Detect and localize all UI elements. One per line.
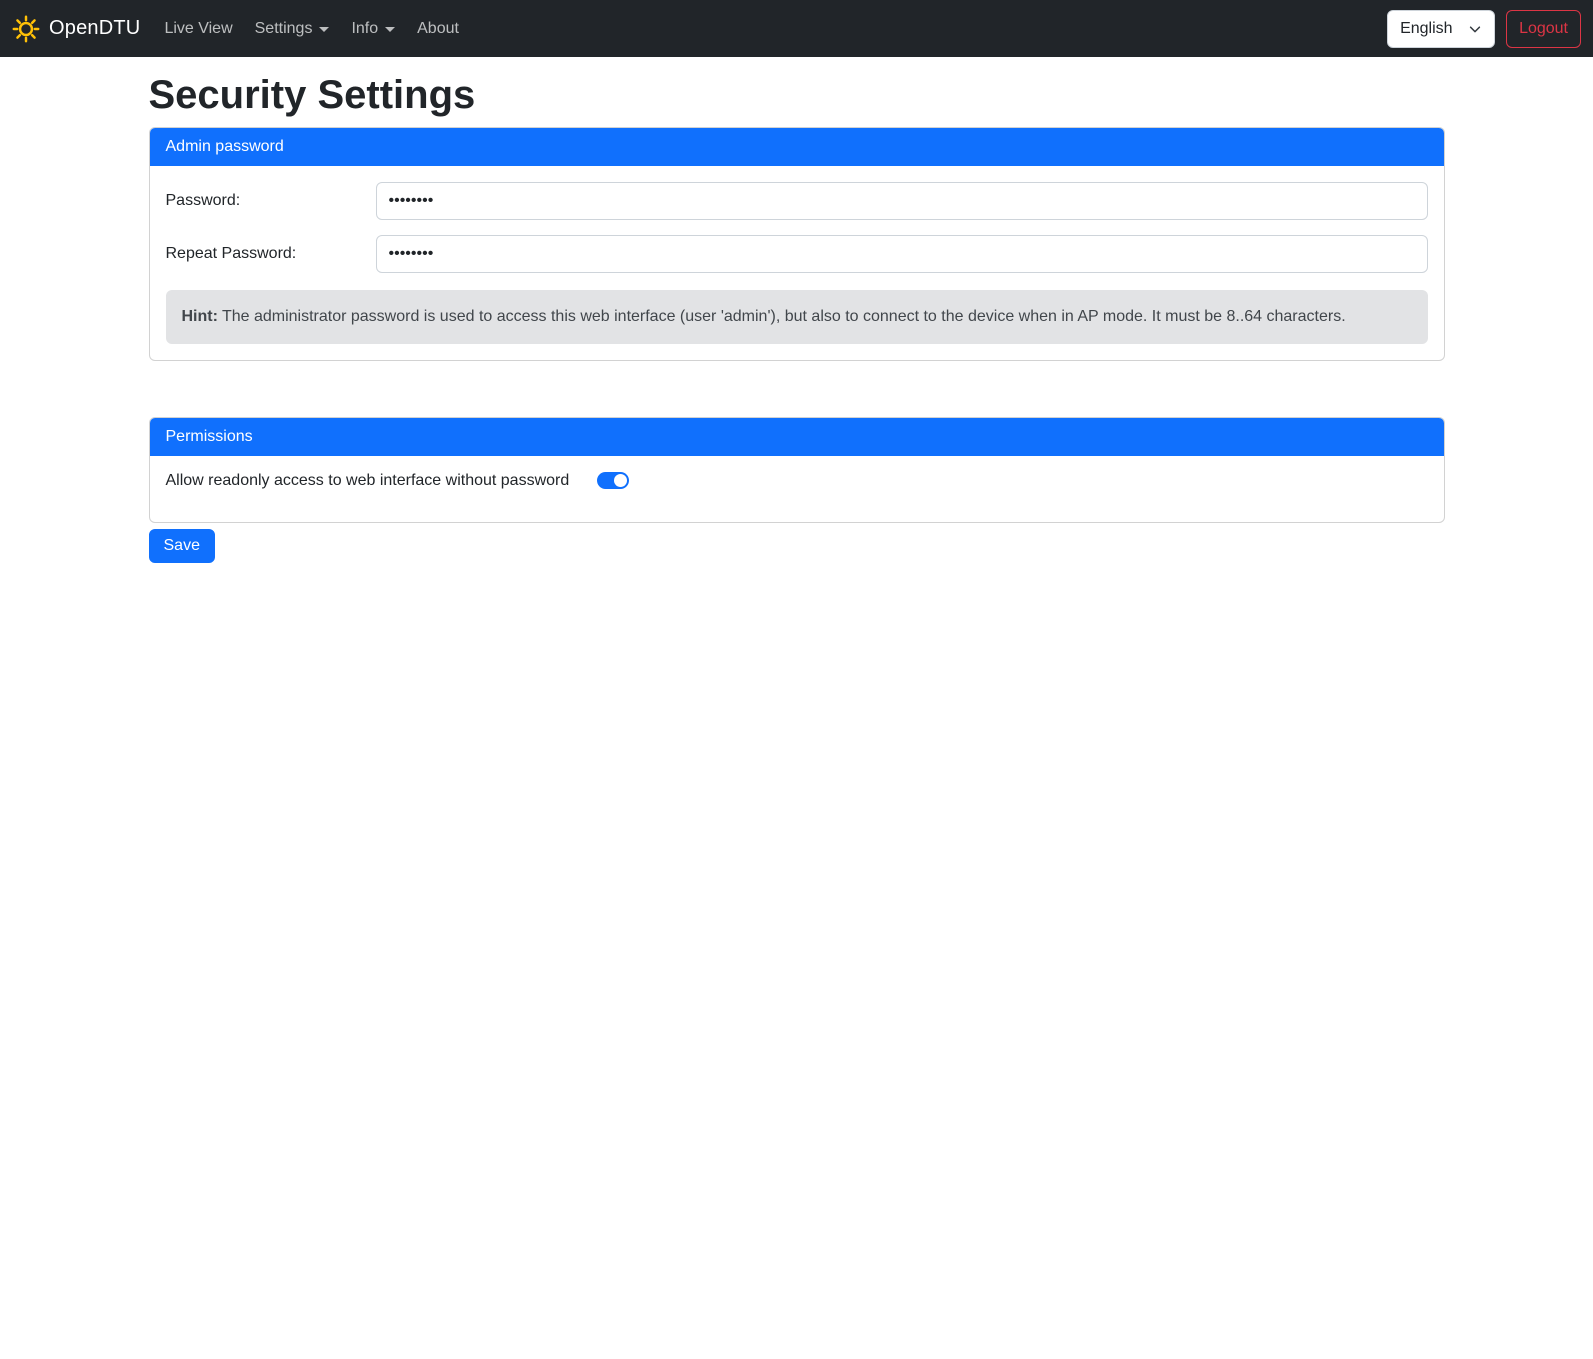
- password-label: Password:: [165, 191, 241, 209]
- nav-item-settings-label: Settings: [254, 19, 313, 37]
- sun-icon: [12, 15, 40, 43]
- nav-item-info-label: Info: [351, 19, 379, 37]
- chevron-down-icon: [1468, 22, 1482, 36]
- brand[interactable]: [12, 15, 140, 43]
- main-container: [137, 71, 1457, 563]
- brand-label: OpenDTU: [49, 17, 141, 39]
- nav-item-about[interactable]: [409, 12, 467, 46]
- readonly-access-toggle[interactable]: [597, 472, 629, 489]
- repeat-password-label: Repeat Password:: [165, 244, 297, 262]
- readonly-access-row: [166, 472, 1428, 490]
- nav-item-info[interactable]: [343, 12, 403, 46]
- repeat-password-input[interactable]: [376, 235, 1428, 273]
- toggle-knob: [614, 474, 627, 487]
- hint-label: Hint:: [181, 307, 218, 325]
- navbar-right: [1387, 10, 1581, 48]
- top-navbar: [0, 0, 1593, 57]
- password-hint-alert: [166, 290, 1428, 344]
- page-title: Security Settings: [148, 73, 476, 117]
- nav-item-about-label: About: [417, 19, 459, 37]
- permissions-card-body: [150, 456, 1444, 522]
- save-button[interactable]: Save: [149, 529, 215, 563]
- permissions-card: [149, 417, 1445, 523]
- password-row: [166, 182, 1428, 220]
- nav-links: [156, 12, 473, 46]
- nav-item-live-view[interactable]: [156, 12, 240, 46]
- admin-password-card-header: Admin password: [150, 128, 1444, 166]
- nav-item-settings[interactable]: [247, 12, 338, 46]
- admin-password-card: [149, 127, 1445, 361]
- language-select[interactable]: [1387, 10, 1495, 48]
- logout-button[interactable]: Logout: [1506, 10, 1581, 48]
- repeat-password-row: [166, 235, 1428, 273]
- chevron-down-icon: [319, 27, 329, 32]
- hint-text: The administrator password is used to access this web interface (user 'admin'), but also to connect to the device when in AP mode. It must be 8..64 characters.: [221, 307, 1346, 325]
- chevron-down-icon: [385, 27, 395, 32]
- password-input[interactable]: [376, 182, 1428, 220]
- nav-item-live-view-label: Live View: [164, 19, 233, 37]
- language-select-value: English: [1400, 19, 1453, 37]
- permissions-card-header: Permissions: [150, 418, 1444, 456]
- admin-password-card-body: [150, 166, 1444, 360]
- readonly-access-label: Allow readonly access to web interface without password: [165, 471, 570, 489]
